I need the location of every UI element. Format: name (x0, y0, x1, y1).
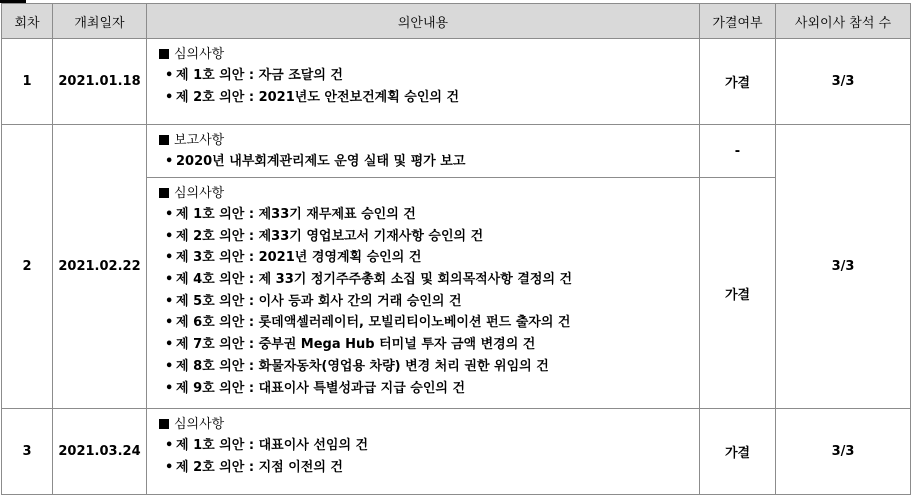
header-round: 회차 (2, 4, 53, 39)
agenda-cell (147, 178, 700, 409)
list-item: • 2020년 내부회계관리제도 운영 실태 및 평가 보고 (165, 154, 466, 169)
section-heading: 심의사항 (159, 45, 699, 65)
header-row (2, 4, 911, 39)
list-item: • 제 2호 의안 : 제33기 영업보고서 기재사항 승인의 건 (165, 228, 484, 244)
board-meeting-table (1, 3, 911, 495)
result-cell: 가결 (700, 39, 776, 125)
section-heading: 심의사항 (159, 184, 699, 204)
list-item: • 제 8호 의안 : 화물자동차(영업용 차량) 변경 처리 권한 위임의 건 (165, 358, 549, 374)
agenda-cell (147, 39, 700, 125)
result-cell: - (700, 125, 776, 178)
header-attendance: 사외이사 참석 수 (776, 4, 911, 39)
agenda-cell (147, 409, 700, 495)
table-row (2, 125, 911, 178)
list-item: • 제 6호 의안 : 롯데액셀러레이터, 모빌리티이노베이션 펀드 출자의 건 (165, 315, 571, 331)
square-bullet-icon (159, 188, 169, 198)
attendance-cell: 3/3 (776, 409, 911, 495)
list-item: • 제 4호 의안 : 제 33기 정기주주총회 소집 및 회의목적사항 결정의 건 (165, 272, 573, 288)
header-date: 개최일자 (53, 4, 147, 39)
square-bullet-icon (159, 419, 169, 429)
round-cell: 2 (2, 125, 53, 409)
section-heading: 심의사항 (159, 415, 699, 435)
section-heading: 보고사항 (159, 131, 699, 151)
attendance-cell: 3/3 (776, 125, 911, 409)
agenda-cell (147, 125, 700, 178)
round-cell: 3 (2, 409, 53, 495)
list-item: • 제 3호 의안 : 2021년 경영계획 승인의 건 (165, 250, 422, 266)
table-row (2, 409, 911, 495)
table-row (2, 39, 911, 125)
list-item: • 제 9호 의안 : 대표이사 특별성과급 지급 승인의 건 (165, 380, 466, 396)
square-bullet-icon (159, 49, 169, 59)
date-cell: 2021.03.24 (53, 409, 147, 495)
header-agenda: 의안내용 (147, 4, 700, 39)
attendance-cell: 3/3 (776, 39, 911, 125)
date-cell: 2021.01.18 (53, 39, 147, 125)
list-item: • 제 1호 의안 : 자금 조달의 건 (165, 68, 343, 83)
list-item: • 제 5호 의안 : 이사 등과 회사 간의 거래 승인의 건 (165, 293, 462, 309)
list-item: • 제 2호 의안 : 지점 이전의 건 (165, 459, 343, 475)
date-cell: 2021.02.22 (53, 125, 147, 409)
square-bullet-icon (159, 135, 169, 145)
list-item: • 제 1호 의안 : 대표이사 선임의 건 (165, 438, 369, 453)
result-cell: 가결 (700, 409, 776, 495)
list-item: • 제 2호 의안 : 2021년도 안전보건계획 승인의 건 (165, 89, 460, 105)
list-item: • 제 1호 의안 : 제33기 재무제표 승인의 건 (165, 207, 416, 222)
round-cell: 1 (2, 39, 53, 125)
result-cell: 가결 (700, 178, 776, 409)
header-result: 가결여부 (700, 4, 776, 39)
list-item: • 제 7호 의안 : 중부권 Mega Hub 터미널 투자 금액 변경의 건 (165, 337, 536, 353)
